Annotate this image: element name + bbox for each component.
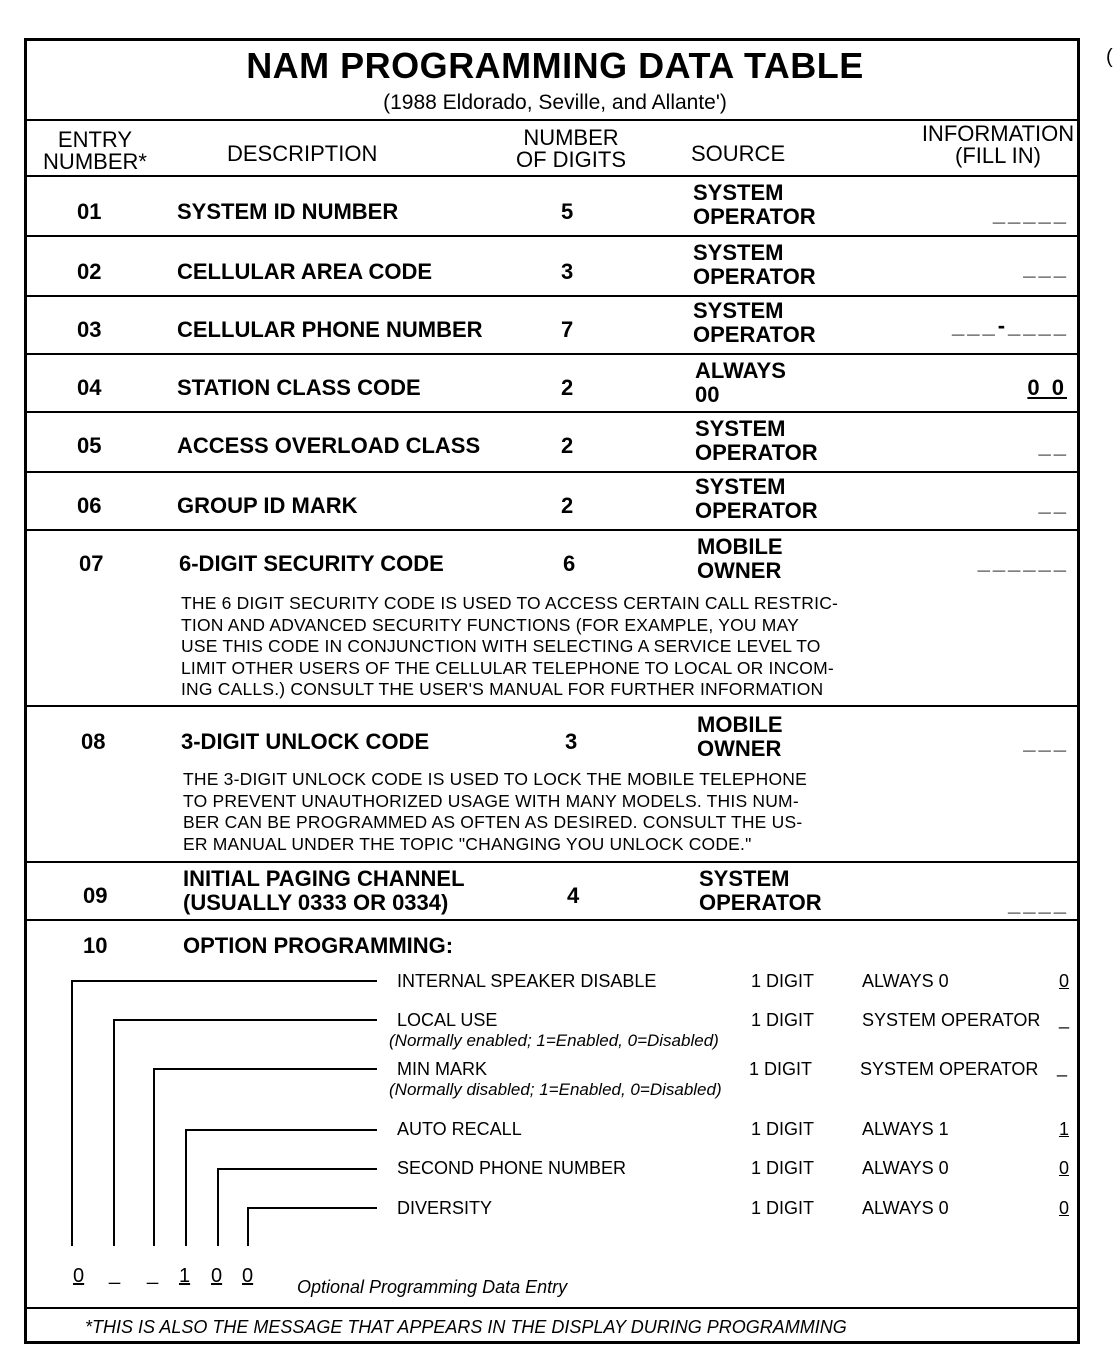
option-digits: 1 DIGIT bbox=[749, 1059, 813, 1079]
divider bbox=[27, 529, 1077, 531]
row-01-number: 01 bbox=[77, 199, 102, 224]
row-08-digits: 3 bbox=[565, 729, 578, 754]
entry-digit[interactable]: 1 bbox=[179, 1265, 191, 1287]
entry-digit[interactable]: _ bbox=[147, 1263, 159, 1285]
row-02-digits: 3 bbox=[561, 259, 574, 284]
option-source: ALWAYS 0 bbox=[862, 1158, 949, 1178]
row-10-description: OPTION PROGRAMMING: bbox=[183, 933, 454, 958]
divider bbox=[27, 411, 1077, 413]
entry-caption: Optional Programming Data Entry bbox=[297, 1277, 568, 1297]
divider bbox=[27, 705, 1077, 707]
row-05-description: ACCESS OVERLOAD CLASS bbox=[177, 433, 481, 458]
header-digits: NUMBER OF DIGITS bbox=[516, 125, 626, 172]
row-03-description: CELLULAR PHONE NUMBER bbox=[177, 317, 483, 342]
option-note: (Normally enabled; 1=Enabled, 0=Disabled) bbox=[389, 1031, 719, 1050]
divider bbox=[27, 471, 1077, 473]
row-08-number: 08 bbox=[81, 729, 106, 754]
row-10-number: 10 bbox=[83, 933, 108, 958]
row-03-fill[interactable]: ___-____ bbox=[952, 313, 1069, 338]
row-06-description: GROUP ID MARK bbox=[177, 493, 358, 518]
row-04-source: ALWAYS 00 bbox=[695, 358, 786, 407]
bracket-line bbox=[247, 1207, 377, 1209]
row-07-number: 07 bbox=[79, 551, 104, 576]
option-digits: 1 DIGIT bbox=[751, 1119, 815, 1139]
bracket-line bbox=[71, 980, 73, 1246]
row-07-fill[interactable]: ______ bbox=[977, 549, 1069, 574]
option-value[interactable]: _ bbox=[1056, 1057, 1067, 1077]
option-digits: 1 DIGIT bbox=[751, 1158, 815, 1178]
row-09-digits: 4 bbox=[567, 883, 580, 908]
bracket-line bbox=[113, 1019, 377, 1021]
bracket-line bbox=[185, 1129, 377, 1131]
divider bbox=[27, 1307, 1077, 1309]
bracket-line bbox=[247, 1207, 249, 1246]
row-02-fill[interactable]: ___ bbox=[1023, 255, 1069, 280]
row-09-description: INITIAL PAGING CHANNEL (USUALLY 0333 OR 0334) bbox=[183, 866, 465, 915]
option-source: ALWAYS 1 bbox=[862, 1119, 949, 1139]
row-05-fill[interactable]: __ bbox=[1038, 433, 1069, 458]
option-value[interactable]: _ bbox=[1058, 1009, 1069, 1029]
option-digits: 1 DIGIT bbox=[751, 1198, 815, 1218]
row-04-fill[interactable]: 0 0 bbox=[1027, 375, 1067, 400]
bracket-line bbox=[185, 1129, 187, 1246]
header-source: SOURCE bbox=[691, 141, 786, 166]
row-07-source: MOBILE OWNER bbox=[697, 534, 783, 583]
option-label: LOCAL USE bbox=[397, 1010, 498, 1030]
row-08-description: 3-DIGIT UNLOCK CODE bbox=[181, 729, 430, 754]
row-02-source: SYSTEM OPERATOR bbox=[693, 240, 816, 289]
row-02-description: CELLULAR AREA CODE bbox=[177, 259, 433, 284]
option-label: MIN MARK bbox=[397, 1059, 487, 1079]
option-source: SYSTEM OPERATOR bbox=[860, 1059, 1039, 1079]
option-value[interactable]: 1 bbox=[1058, 1119, 1069, 1139]
option-source: ALWAYS 0 bbox=[862, 971, 949, 991]
divider bbox=[27, 175, 1077, 177]
divider bbox=[27, 861, 1077, 863]
header-description: DESCRIPTION bbox=[227, 141, 378, 166]
bracket-line bbox=[217, 1168, 219, 1246]
option-source: SYSTEM OPERATOR bbox=[862, 1010, 1041, 1030]
entry-digit[interactable]: 0 bbox=[211, 1265, 223, 1287]
row-09-source: SYSTEM OPERATOR bbox=[699, 866, 822, 915]
row-03-source: SYSTEM OPERATOR bbox=[693, 298, 816, 347]
row-05-digits: 2 bbox=[561, 433, 574, 458]
divider bbox=[27, 919, 1077, 921]
row-06-source: SYSTEM OPERATOR bbox=[695, 474, 818, 523]
divider bbox=[27, 235, 1077, 237]
option-label: SECOND PHONE NUMBER bbox=[397, 1158, 627, 1178]
stray-mark: ( bbox=[1106, 46, 1113, 68]
option-label: INTERNAL SPEAKER DISABLE bbox=[397, 971, 657, 991]
option-digits: 1 DIGIT bbox=[751, 971, 815, 991]
nam-table bbox=[24, 38, 1080, 1344]
option-value[interactable]: 0 bbox=[1058, 1198, 1069, 1218]
option-value[interactable]: 0 bbox=[1058, 971, 1069, 991]
row-08-source: MOBILE OWNER bbox=[697, 712, 783, 761]
entry-digit[interactable]: 0 bbox=[73, 1265, 85, 1287]
row-04-digits: 2 bbox=[561, 375, 574, 400]
bracket-line bbox=[113, 1019, 115, 1246]
row-06-fill[interactable]: __ bbox=[1038, 491, 1069, 516]
footnote: *THIS IS ALSO THE MESSAGE THAT APPEARS IN THE DISPLAY DURING PROGRAMMING bbox=[85, 1317, 847, 1337]
row-01-source: SYSTEM OPERATOR bbox=[693, 180, 816, 229]
row-06-digits: 2 bbox=[561, 493, 574, 518]
entry-digit[interactable]: 0 bbox=[242, 1265, 254, 1287]
divider bbox=[27, 119, 1077, 121]
header-entry: ENTRY NUMBER* bbox=[43, 127, 147, 174]
entry-digit[interactable]: _ bbox=[109, 1263, 121, 1285]
row-09-fill[interactable]: ____ bbox=[1008, 891, 1069, 916]
row-04-description: STATION CLASS CODE bbox=[177, 375, 421, 400]
option-label: AUTO RECALL bbox=[397, 1119, 522, 1139]
bracket-line bbox=[71, 980, 377, 982]
row-03-digits: 7 bbox=[561, 317, 574, 342]
bracket-line bbox=[217, 1168, 377, 1170]
row-07-explanation: THE 6 DIGIT SECURITY CODE IS USED TO ACCESS CERTAIN CALL RESTRIC- TION AND ADVANCED SECURITY FUNCTIONS (FOR EXAMPLE, YOU MAY USE THIS CODE IN CONJUNCTION WITH SELECTING A SERVICE LEVEL TO LIMIT OTHER USERS OF THE CELLULAR TELEPHONE TO LOCAL OR INCOM- ING CALLS.) CONSULT THE USER'S MANUAL FOR FURTHER INFORMATION bbox=[181, 593, 839, 699]
row-09-number: 09 bbox=[83, 883, 108, 908]
row-04-number: 04 bbox=[77, 375, 102, 400]
divider bbox=[27, 295, 1077, 297]
row-01-fill[interactable]: _____ bbox=[992, 201, 1069, 226]
row-05-source: SYSTEM OPERATOR bbox=[695, 416, 818, 465]
option-value[interactable]: 0 bbox=[1058, 1158, 1069, 1178]
row-07-digits: 6 bbox=[563, 551, 576, 576]
row-08-explanation: THE 3-DIGIT UNLOCK CODE IS USED TO LOCK THE MOBILE TELEPHONE TO PREVENT UNAUTHORIZED USAGE WITH MANY MODELS. THIS NUM- BER CAN BE PROGRAMMED AS OFTEN AS DESIRED. CONSULT THE US- ER MANUAL UNDER THE TOPIC "CHANGING YOU UNLOCK CODE." bbox=[183, 769, 807, 854]
option-label: DIVERSITY bbox=[397, 1198, 493, 1218]
divider bbox=[27, 353, 1077, 355]
option-digits: 1 DIGIT bbox=[751, 1010, 815, 1030]
row-01-digits: 5 bbox=[561, 199, 574, 224]
table-subtitle: (1988 Eldorado, Seville, and Allante') bbox=[383, 91, 727, 114]
header-info: INFORMATION (FILL IN) bbox=[921, 121, 1075, 168]
row-02-number: 02 bbox=[77, 259, 102, 284]
table-title: NAM PROGRAMMING DATA TABLE bbox=[246, 45, 864, 86]
option-note: (Normally disabled; 1=Enabled, 0=Disabled) bbox=[389, 1080, 722, 1099]
row-07-description: 6-DIGIT SECURITY CODE bbox=[179, 551, 444, 576]
row-06-number: 06 bbox=[77, 493, 102, 518]
row-05-number: 05 bbox=[77, 433, 102, 458]
row-03-number: 03 bbox=[77, 317, 102, 342]
bracket-line bbox=[153, 1068, 377, 1070]
row-08-fill[interactable]: ___ bbox=[1023, 729, 1069, 754]
bracket-line bbox=[153, 1068, 155, 1246]
option-source: ALWAYS 0 bbox=[862, 1198, 949, 1218]
row-01-description: SYSTEM ID NUMBER bbox=[177, 199, 399, 224]
